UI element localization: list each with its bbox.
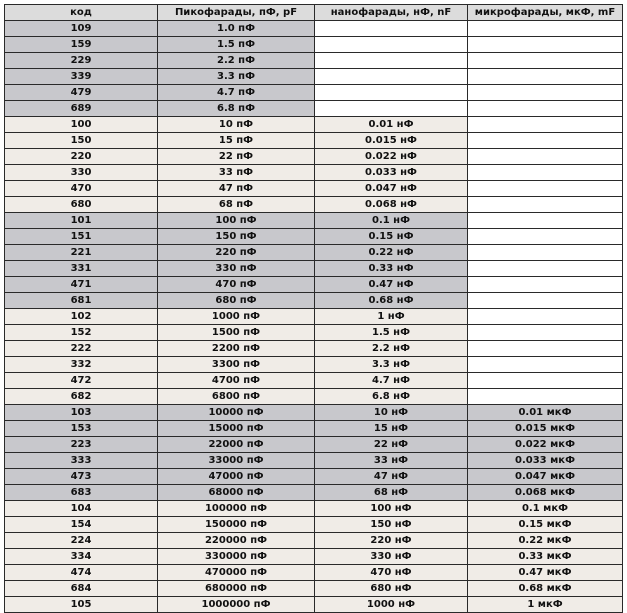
microfarad-cell (468, 165, 623, 181)
table-row (5, 149, 623, 165)
code-cell: 331 (5, 261, 158, 277)
nanofarad-cell: 0.22 нФ (315, 245, 468, 261)
code-cell: 333 (5, 453, 158, 469)
code-cell: 151 (5, 229, 158, 245)
picofarad-cell: 470 пФ (158, 277, 315, 293)
nanofarad-cell: 470 нФ (315, 565, 468, 581)
microfarad-cell (468, 373, 623, 389)
picofarad-cell: 330 пФ (158, 261, 315, 277)
microfarad-cell: 0.47 мкФ (468, 565, 623, 581)
table-row (5, 69, 623, 85)
code-cell: 105 (5, 597, 158, 613)
code-cell: 682 (5, 389, 158, 405)
table-row (5, 325, 623, 341)
capacitor-code-table-wrapper (4, 4, 623, 613)
nanofarad-cell: 0.068 нФ (315, 197, 468, 213)
code-cell: 100 (5, 117, 158, 133)
code-cell: 221 (5, 245, 158, 261)
table-row (5, 389, 623, 405)
table-row (5, 437, 623, 453)
picofarad-cell: 680000 пФ (158, 581, 315, 597)
nanofarad-cell: 0.1 нФ (315, 213, 468, 229)
nanofarad-cell: 1000 нФ (315, 597, 468, 613)
table-body (5, 21, 623, 613)
nanofarad-cell (315, 101, 468, 117)
picofarad-cell: 15 пФ (158, 133, 315, 149)
microfarad-cell: 0.1 мкФ (468, 501, 623, 517)
microfarad-cell (468, 69, 623, 85)
header-microfarads: микрофарады, мкФ, mF (468, 5, 623, 21)
picofarad-cell: 4700 пФ (158, 373, 315, 389)
nanofarad-cell (315, 53, 468, 69)
picofarad-cell: 2.2 пФ (158, 53, 315, 69)
code-cell: 339 (5, 69, 158, 85)
table-row (5, 213, 623, 229)
picofarad-cell: 1000 пФ (158, 309, 315, 325)
nanofarad-cell: 330 нФ (315, 549, 468, 565)
microfarad-cell (468, 85, 623, 101)
table-row (5, 261, 623, 277)
microfarad-cell: 0.033 мкФ (468, 453, 623, 469)
microfarad-cell (468, 197, 623, 213)
microfarad-cell: 1 мкФ (468, 597, 623, 613)
nanofarad-cell: 0.68 нФ (315, 293, 468, 309)
microfarad-cell (468, 341, 623, 357)
code-cell: 102 (5, 309, 158, 325)
picofarad-cell: 33000 пФ (158, 453, 315, 469)
code-cell: 684 (5, 581, 158, 597)
picofarad-cell: 1.5 пФ (158, 37, 315, 53)
microfarad-cell (468, 133, 623, 149)
table-row (5, 501, 623, 517)
nanofarad-cell: 68 нФ (315, 485, 468, 501)
nanofarad-cell: 10 нФ (315, 405, 468, 421)
table-row (5, 405, 623, 421)
microfarad-cell (468, 309, 623, 325)
picofarad-cell: 100 пФ (158, 213, 315, 229)
microfarad-cell (468, 261, 623, 277)
microfarad-cell: 0.015 мкФ (468, 421, 623, 437)
table-row (5, 21, 623, 37)
microfarad-cell (468, 53, 623, 69)
code-cell: 473 (5, 469, 158, 485)
code-cell: 471 (5, 277, 158, 293)
code-cell: 153 (5, 421, 158, 437)
table-row (5, 245, 623, 261)
nanofarad-cell: 47 нФ (315, 469, 468, 485)
picofarad-cell: 3300 пФ (158, 357, 315, 373)
picofarad-cell: 680 пФ (158, 293, 315, 309)
table-row (5, 53, 623, 69)
code-cell: 220 (5, 149, 158, 165)
table-row (5, 357, 623, 373)
picofarad-cell: 47 пФ (158, 181, 315, 197)
header-picofarads: Пикофарады, пФ, pF (158, 5, 315, 21)
header-code: код (5, 5, 158, 21)
nanofarad-cell: 220 нФ (315, 533, 468, 549)
nanofarad-cell: 0.015 нФ (315, 133, 468, 149)
picofarad-cell: 2200 пФ (158, 341, 315, 357)
nanofarad-cell (315, 37, 468, 53)
table-row (5, 229, 623, 245)
nanofarad-cell: 1 нФ (315, 309, 468, 325)
header-row (5, 5, 623, 21)
nanofarad-cell (315, 69, 468, 85)
picofarad-cell: 220 пФ (158, 245, 315, 261)
table-row (5, 309, 623, 325)
nanofarad-cell: 0.047 нФ (315, 181, 468, 197)
picofarad-cell: 10000 пФ (158, 405, 315, 421)
microfarad-cell: 0.15 мкФ (468, 517, 623, 533)
nanofarad-cell: 3.3 нФ (315, 357, 468, 373)
code-cell: 332 (5, 357, 158, 373)
code-cell: 474 (5, 565, 158, 581)
nanofarad-cell: 2.2 нФ (315, 341, 468, 357)
picofarad-cell: 6800 пФ (158, 389, 315, 405)
picofarad-cell: 330000 пФ (158, 549, 315, 565)
microfarad-cell (468, 389, 623, 405)
table-row (5, 517, 623, 533)
table-row (5, 37, 623, 53)
table-row (5, 133, 623, 149)
table-header (5, 5, 623, 21)
table-row (5, 533, 623, 549)
code-cell: 109 (5, 21, 158, 37)
table-row (5, 597, 623, 613)
microfarad-cell: 0.022 мкФ (468, 437, 623, 453)
nanofarad-cell: 0.01 нФ (315, 117, 468, 133)
microfarad-cell (468, 149, 623, 165)
picofarad-cell: 150000 пФ (158, 517, 315, 533)
nanofarad-cell: 0.022 нФ (315, 149, 468, 165)
table-row (5, 469, 623, 485)
microfarad-cell (468, 101, 623, 117)
nanofarad-cell: 22 нФ (315, 437, 468, 453)
microfarad-cell (468, 229, 623, 245)
microfarad-cell (468, 357, 623, 373)
microfarad-cell (468, 245, 623, 261)
nanofarad-cell: 15 нФ (315, 421, 468, 437)
nanofarad-cell: 0.47 нФ (315, 277, 468, 293)
nanofarad-cell: 1.5 нФ (315, 325, 468, 341)
code-cell: 152 (5, 325, 158, 341)
picofarad-cell: 6.8 пФ (158, 101, 315, 117)
nanofarad-cell: 0.15 нФ (315, 229, 468, 245)
microfarad-cell: 0.22 мкФ (468, 533, 623, 549)
picofarad-cell: 10 пФ (158, 117, 315, 133)
picofarad-cell: 100000 пФ (158, 501, 315, 517)
microfarad-cell (468, 325, 623, 341)
table-row (5, 165, 623, 181)
microfarad-cell (468, 277, 623, 293)
code-cell: 681 (5, 293, 158, 309)
nanofarad-cell: 0.033 нФ (315, 165, 468, 181)
code-cell: 479 (5, 85, 158, 101)
table-row (5, 117, 623, 133)
microfarad-cell: 0.33 мкФ (468, 549, 623, 565)
table-row (5, 85, 623, 101)
picofarad-cell: 33 пФ (158, 165, 315, 181)
code-cell: 470 (5, 181, 158, 197)
code-cell: 689 (5, 101, 158, 117)
nanofarad-cell: 0.33 нФ (315, 261, 468, 277)
picofarad-cell: 3.3 пФ (158, 69, 315, 85)
code-cell: 334 (5, 549, 158, 565)
nanofarad-cell: 4.7 нФ (315, 373, 468, 389)
microfarad-cell (468, 181, 623, 197)
microfarad-cell (468, 213, 623, 229)
microfarad-cell: 0.68 мкФ (468, 581, 623, 597)
table-row (5, 197, 623, 213)
code-cell: 222 (5, 341, 158, 357)
picofarad-cell: 150 пФ (158, 229, 315, 245)
picofarad-cell: 4.7 пФ (158, 85, 315, 101)
microfarad-cell (468, 21, 623, 37)
table-row (5, 581, 623, 597)
picofarad-cell: 68 пФ (158, 197, 315, 213)
microfarad-cell: 0.068 мкФ (468, 485, 623, 501)
nanofarad-cell: 100 нФ (315, 501, 468, 517)
picofarad-cell: 68000 пФ (158, 485, 315, 501)
code-cell: 223 (5, 437, 158, 453)
code-cell: 330 (5, 165, 158, 181)
code-cell: 154 (5, 517, 158, 533)
microfarad-cell: 0.01 мкФ (468, 405, 623, 421)
code-cell: 103 (5, 405, 158, 421)
table-row (5, 277, 623, 293)
microfarad-cell (468, 37, 623, 53)
picofarad-cell: 22000 пФ (158, 437, 315, 453)
code-cell: 101 (5, 213, 158, 229)
microfarad-cell: 0.047 мкФ (468, 469, 623, 485)
nanofarad-cell: 6.8 нФ (315, 389, 468, 405)
code-cell: 472 (5, 373, 158, 389)
picofarad-cell: 15000 пФ (158, 421, 315, 437)
picofarad-cell: 47000 пФ (158, 469, 315, 485)
code-cell: 229 (5, 53, 158, 69)
code-cell: 224 (5, 533, 158, 549)
table-row (5, 373, 623, 389)
table-row (5, 485, 623, 501)
header-nanofarads: нанофарады, нФ, nF (315, 5, 468, 21)
picofarad-cell: 470000 пФ (158, 565, 315, 581)
code-cell: 680 (5, 197, 158, 213)
microfarad-cell (468, 117, 623, 133)
capacitor-code-table (4, 4, 623, 613)
table-row (5, 341, 623, 357)
picofarad-cell: 220000 пФ (158, 533, 315, 549)
code-cell: 104 (5, 501, 158, 517)
code-cell: 683 (5, 485, 158, 501)
table-row (5, 565, 623, 581)
table-row (5, 101, 623, 117)
nanofarad-cell (315, 21, 468, 37)
picofarad-cell: 1500 пФ (158, 325, 315, 341)
table-row (5, 549, 623, 565)
code-cell: 150 (5, 133, 158, 149)
picofarad-cell: 1000000 пФ (158, 597, 315, 613)
code-cell: 159 (5, 37, 158, 53)
table-row (5, 181, 623, 197)
table-row (5, 453, 623, 469)
nanofarad-cell: 680 нФ (315, 581, 468, 597)
picofarad-cell: 22 пФ (158, 149, 315, 165)
table-row (5, 293, 623, 309)
nanofarad-cell (315, 85, 468, 101)
table-row (5, 421, 623, 437)
microfarad-cell (468, 293, 623, 309)
nanofarad-cell: 150 нФ (315, 517, 468, 533)
nanofarad-cell: 33 нФ (315, 453, 468, 469)
picofarad-cell: 1.0 пФ (158, 21, 315, 37)
